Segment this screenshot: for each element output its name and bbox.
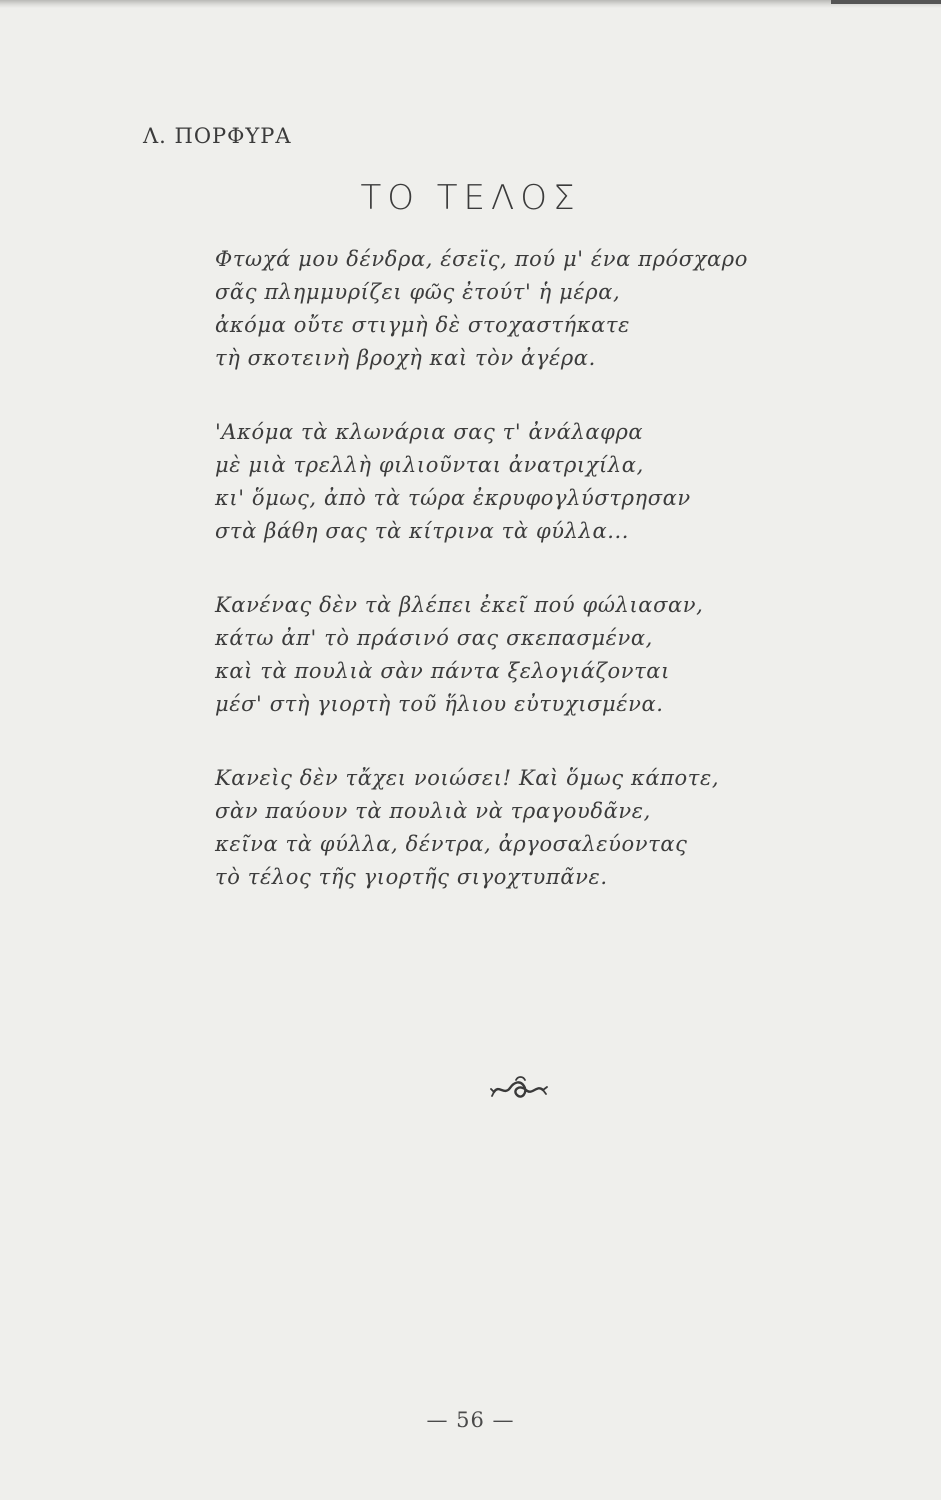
poem-line: τὴ σκοτεινὴ βροχὴ καὶ τὸν ἀγέρα. bbox=[215, 346, 596, 370]
poem-line: Κανένας δὲν τὰ βλέπει ἐκεῖ πού φώλιασαν, bbox=[215, 593, 704, 617]
poem-line: ἀκόμα οὔτε στιγμὴ δὲ στοχαστήκατε bbox=[215, 313, 630, 337]
stanza-1 bbox=[215, 243, 835, 375]
poem-line: κεῖνα τὰ φύλλα, δέντρα, ἀργοσαλεύοντας bbox=[215, 832, 688, 856]
poem-line: σὰν παύουν τὰ πουλιὰ νὰ τραγουδᾶνε, bbox=[215, 799, 651, 823]
poem-line: Φτωχά μου δένδρα, έσεϊς, πού μ' ένα πρόσχαρο bbox=[215, 247, 748, 271]
poem-line: Κανεὶς δὲν τἄχει νοιώσει! Καὶ ὅμως κάποτε, bbox=[215, 766, 720, 790]
poem-line: τὸ τέλος τῆς γιορτῆς σιγοχτυπᾶνε. bbox=[215, 865, 608, 889]
poem-line: 'Ακόμα τὰ κλωνάρια σας τ' ἀνάλαφρα bbox=[215, 420, 644, 444]
stanza-4 bbox=[215, 762, 835, 894]
poem-title: ΤΟ ΤΕΛΟΣ bbox=[360, 178, 581, 218]
fleuron-icon bbox=[490, 1072, 550, 1106]
stanza-2 bbox=[215, 416, 835, 548]
page-number: — 56 — bbox=[426, 1408, 515, 1432]
running-head-author: Λ. ΠΟΡΦΥΡΑ bbox=[143, 124, 292, 148]
poem-line: κάτω ἀπ' τὸ πράσινό σας σκεπασμένα, bbox=[215, 626, 653, 650]
stanza-3 bbox=[215, 589, 835, 721]
poem-body bbox=[215, 243, 835, 935]
poem-line: μέσ' στὴ γιορτὴ τοῦ ἥλιου εὐτυχισμένα. bbox=[215, 692, 664, 716]
poem-line: σᾶς πλημμυρίζει φῶς ἐτούτ' ἡ μέρα, bbox=[215, 280, 621, 304]
poem-line: μὲ μιὰ τρελλὴ φιλιοῦνται ἀνατριχίλα, bbox=[215, 453, 644, 477]
page-top-edge-shadow bbox=[831, 0, 941, 4]
poem-line: καὶ τὰ πουλιὰ σὰν πάντα ξελογιάζονται bbox=[215, 659, 670, 683]
poem-line: κι' ὅμως, ἀπὸ τὰ τώρα ἐκρυφογλύστρησαν bbox=[215, 486, 691, 510]
poem-line: στὰ βάθη σας τὰ κίτρινα τὰ φύλλα... bbox=[215, 519, 630, 543]
page-top-edge bbox=[0, 0, 941, 8]
